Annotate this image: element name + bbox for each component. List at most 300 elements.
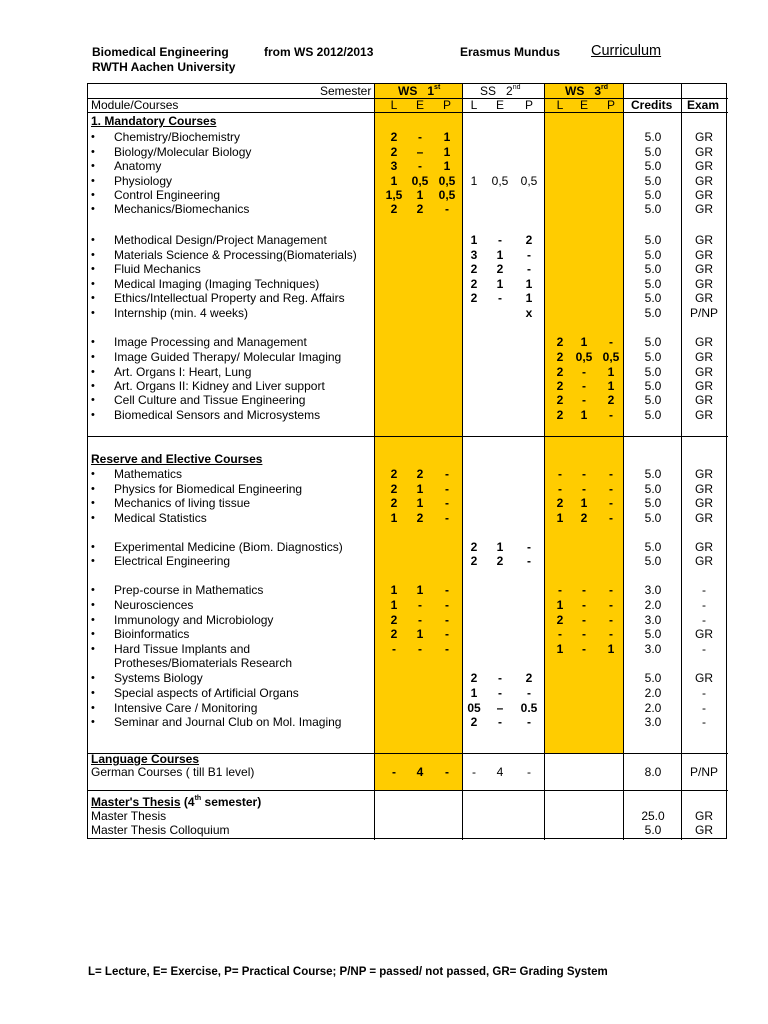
s3-hours-lecture: -	[558, 583, 562, 597]
s1-hours-practical: 0,5	[438, 188, 456, 202]
bullet-icon: •	[91, 394, 95, 406]
s3-hours-exercise: -	[582, 379, 586, 393]
bullet-icon: •	[91, 160, 95, 172]
course-name: Physiology	[114, 174, 173, 188]
bullet-icon: •	[91, 366, 95, 378]
credits-value: 3.0	[644, 583, 662, 597]
course-name: Ethics/Intellectual Property and Reg. Affairs	[114, 291, 345, 305]
s3-hours-exercise: -	[582, 467, 586, 481]
s3-hours-practical: -	[609, 511, 613, 525]
credits-value: 5.0	[644, 496, 662, 510]
course-name: Materials Science & Processing(Biomaterials)	[114, 248, 357, 262]
s3-hours-practical: 1	[607, 642, 615, 656]
s3-hours-lecture: 2	[556, 379, 564, 393]
bullet-icon: •	[91, 203, 95, 215]
credits-value: 5.0	[644, 248, 662, 262]
credits-value: 5.0	[644, 159, 662, 173]
course-name: Bioinformatics	[114, 627, 190, 641]
semester-3-header: WS 3rd	[565, 84, 609, 98]
s3-hours-lecture: 2	[556, 393, 564, 407]
s2-hours-exercise: 0,5	[491, 174, 509, 188]
course-name: Methodical Design/Project Management	[114, 233, 327, 247]
exam-type: GR	[695, 130, 713, 144]
course-name: Medical Imaging (Imaging Techniques)	[114, 277, 320, 291]
bullet-icon: •	[91, 643, 95, 655]
s2-hours-lecture: 1	[470, 233, 478, 247]
exam-type: GR	[695, 554, 713, 568]
s1-hours-lecture: 2	[390, 202, 398, 216]
module-courses-label: Module/Courses	[91, 98, 179, 112]
s3-hours-practical: -	[609, 408, 613, 422]
s3-hours-lecture: 2	[556, 350, 564, 364]
s1-hours-exercise: –	[416, 145, 424, 159]
bullet-icon: •	[91, 263, 95, 275]
erasmus-label: Erasmus Mundus	[460, 45, 561, 59]
credits-value: 2.0	[644, 686, 662, 700]
bullet-icon: •	[91, 483, 95, 495]
course-name: Chemistry/Biochemistry	[114, 130, 241, 144]
s1-hours-exercise: 2	[416, 202, 424, 216]
credits-value: 5.0	[644, 671, 662, 685]
s1-hours-exercise: -	[418, 130, 422, 144]
s2-hours-lecture: 2	[470, 554, 478, 568]
exam-type: GR	[695, 262, 713, 276]
s1-hours-exercise: -	[418, 613, 422, 627]
s2-hours-practical: 2	[525, 671, 533, 685]
s1-practical-header: P	[442, 98, 452, 112]
course-name: Mathematics	[114, 467, 183, 481]
credits-value: 5.0	[644, 823, 662, 837]
s1-hours-lecture: 1	[390, 511, 398, 525]
bullet-icon: •	[91, 614, 95, 626]
s2-exercise-header: E	[495, 98, 505, 112]
page-header	[0, 0, 768, 80]
exam-type: P/NP	[689, 765, 719, 779]
exam-type: GR	[695, 248, 713, 262]
course-name: Biology/Molecular Biology	[114, 145, 252, 159]
s3-hours-lecture: 2	[556, 613, 564, 627]
credits-value: 5.0	[644, 130, 662, 144]
exam-type: P/NP	[689, 306, 719, 320]
s3-lecture-header: L	[556, 98, 564, 112]
s3-hours-practical: 2	[607, 393, 615, 407]
s1-hours-practical: 1	[443, 159, 451, 173]
s3-hours-exercise: 2	[580, 511, 588, 525]
s3-hours-practical: -	[609, 613, 613, 627]
s3-hours-lecture: 1	[556, 511, 564, 525]
s2-hours-practical: -	[527, 262, 531, 276]
s3-hours-exercise: -	[582, 393, 586, 407]
s1-hours-exercise: -	[418, 642, 422, 656]
s2-hours-exercise: 1	[496, 540, 504, 554]
s2-hours-practical: 2	[525, 233, 533, 247]
s3-hours-practical: -	[609, 335, 613, 349]
s1-hours-lecture: -	[392, 642, 396, 656]
s1-hours-practical: -	[445, 642, 449, 656]
exam-header: Exam	[687, 98, 720, 112]
exam-type: GR	[695, 627, 713, 641]
course-name: Internship (min. 4 weeks)	[114, 306, 249, 320]
credits-value: 5.0	[644, 262, 662, 276]
exam-type: -	[702, 598, 706, 612]
bullet-icon: •	[91, 292, 95, 304]
course-name: Image Processing and Management	[114, 335, 307, 349]
course-name: Fluid Mechanics	[114, 262, 201, 276]
bullet-icon: •	[91, 131, 95, 143]
university-name: RWTH Aachen University	[92, 60, 236, 74]
s2-hours-exercise: 2	[496, 554, 504, 568]
bullet-icon: •	[91, 702, 95, 714]
credits-value: 3.0	[644, 642, 662, 656]
exam-type: GR	[695, 540, 713, 554]
bullet-icon: •	[91, 497, 95, 509]
credits-value: 5.0	[644, 408, 662, 422]
credits-value: 5.0	[644, 627, 662, 641]
course-name: Seminar and Journal Club on Mol. Imaging	[114, 715, 342, 729]
credits-value: 5.0	[644, 145, 662, 159]
credits-value: 5.0	[644, 379, 662, 393]
start-term: from WS 2012/2013	[264, 45, 374, 59]
bullet-icon: •	[91, 584, 95, 596]
s1-hours-exercise: 2	[416, 511, 424, 525]
s1-exercise-header: E	[415, 98, 425, 112]
s1-hours-practical: 1	[443, 130, 451, 144]
bullet-icon: •	[91, 541, 95, 553]
exam-type: GR	[695, 350, 713, 364]
s1-hours-exercise: 0,5	[411, 174, 429, 188]
course-name: Prep-course in Mathematics	[114, 583, 264, 597]
s1-hours-practical: 0,5	[438, 174, 456, 188]
s2-hours-practical: 1	[525, 291, 533, 305]
s2-lecture-header: L	[470, 98, 478, 112]
exam-type: GR	[695, 496, 713, 510]
s2-hours-practical: -	[527, 554, 531, 568]
s2-hours-lecture: 2	[470, 262, 478, 276]
s3-hours-lecture: -	[558, 482, 562, 496]
s3-hours-exercise: -	[582, 627, 586, 641]
credits-value: 5.0	[644, 554, 662, 568]
s3-hours-practical: -	[609, 627, 613, 641]
exam-type: GR	[695, 233, 713, 247]
bullet-icon: •	[91, 468, 95, 480]
s1-hours-exercise: 1	[416, 496, 424, 510]
exam-type: -	[702, 715, 706, 729]
exam-type: -	[702, 686, 706, 700]
s3-hours-practical: 0,5	[602, 350, 620, 364]
bullet-icon: •	[91, 380, 95, 392]
s2-hours-lecture: 1	[470, 174, 478, 188]
exam-type: GR	[695, 393, 713, 407]
exam-type: GR	[695, 467, 713, 481]
s2-hours-exercise: -	[498, 686, 502, 700]
section-language: Language Courses	[91, 752, 200, 766]
s2-hours-lecture: 1	[470, 686, 478, 700]
s2-hours-practical: 1	[525, 277, 533, 291]
s3-hours-practical: 1	[607, 379, 615, 393]
bullet-icon: •	[91, 687, 95, 699]
s2-hours-practical: -	[527, 765, 531, 779]
s3-hours-lecture: 1	[556, 598, 564, 612]
bullet-icon: •	[91, 716, 95, 728]
bullet-icon: •	[91, 189, 95, 201]
bullet-icon: •	[91, 599, 95, 611]
bullet-icon: •	[91, 351, 95, 363]
s3-hours-practical: -	[609, 467, 613, 481]
course-name: Mechanics/Biomechanics	[114, 202, 250, 216]
exam-type: GR	[695, 174, 713, 188]
s2-hours-exercise: -	[498, 715, 502, 729]
exam-type: GR	[695, 145, 713, 159]
credits-value: 5.0	[644, 233, 662, 247]
s2-hours-exercise: 2	[496, 262, 504, 276]
bullet-icon: •	[91, 249, 95, 261]
s3-hours-practical: -	[609, 598, 613, 612]
s3-hours-practical: -	[609, 583, 613, 597]
section-thesis: Master's Thesis (4th semester)	[91, 795, 262, 809]
s2-hours-practical: x	[525, 306, 533, 320]
s3-hours-lecture: 2	[556, 408, 564, 422]
program-name: Biomedical Engineering	[92, 45, 229, 59]
exam-type: GR	[695, 188, 713, 202]
s1-hours-lecture: 2	[390, 467, 398, 481]
s1-hours-practical: -	[445, 598, 449, 612]
exam-type: -	[702, 583, 706, 597]
bullet-icon: •	[91, 409, 95, 421]
course-name: Neurosciences	[114, 598, 194, 612]
s1-hours-lecture: 1,5	[385, 188, 403, 202]
credits-value: 5.0	[644, 277, 662, 291]
exam-type: GR	[695, 159, 713, 173]
s2-hours-lecture: 2	[470, 277, 478, 291]
credits-value: 5.0	[644, 202, 662, 216]
credits-value: 8.0	[644, 765, 662, 779]
s3-hours-exercise: -	[582, 642, 586, 656]
credits-value: 5.0	[644, 393, 662, 407]
semester-label: Semester	[320, 84, 372, 98]
s3-hours-exercise: 1	[580, 335, 588, 349]
course-name: Master Thesis	[91, 809, 167, 823]
bullet-icon: •	[91, 512, 95, 524]
credits-value: 3.0	[644, 613, 662, 627]
s1-hours-practical: -	[445, 627, 449, 641]
bullet-icon: •	[91, 307, 95, 319]
credits-value: 5.0	[644, 482, 662, 496]
s2-hours-lecture: 05	[467, 701, 481, 715]
s3-hours-exercise: 1	[580, 496, 588, 510]
course-name: Intensive Care / Monitoring	[114, 701, 258, 715]
s3-practical-header: P	[606, 98, 616, 112]
s2-hours-practical: -	[527, 715, 531, 729]
s2-hours-exercise: 1	[496, 277, 504, 291]
s3-hours-practical: 1	[607, 365, 615, 379]
s3-hours-lecture: -	[558, 467, 562, 481]
s2-hours-practical: -	[527, 248, 531, 262]
bullet-icon: •	[91, 628, 95, 640]
course-name: Systems Biology	[114, 671, 203, 685]
s3-hours-exercise: -	[582, 482, 586, 496]
s1-hours-exercise: 4	[416, 765, 424, 779]
s1-hours-exercise: 1	[416, 583, 424, 597]
exam-type: GR	[695, 379, 713, 393]
s3-hours-lecture: 2	[556, 365, 564, 379]
credits-value: 5.0	[644, 467, 662, 481]
s1-hours-lecture: 2	[390, 130, 398, 144]
credits-value: 5.0	[644, 174, 662, 188]
credits-value: 5.0	[644, 365, 662, 379]
exam-type: GR	[695, 823, 713, 837]
s1-hours-practical: -	[445, 511, 449, 525]
course-name: Experimental Medicine (Biom. Diagnostics)	[114, 540, 343, 554]
credits-value: 5.0	[644, 540, 662, 554]
s2-hours-lecture: 2	[470, 291, 478, 305]
course-name: Mechanics of living tissue	[114, 496, 251, 510]
exam-type: GR	[695, 408, 713, 422]
course-name: German Courses ( till B1 level)	[91, 765, 255, 779]
bullet-icon: •	[91, 234, 95, 246]
credits-value: 25.0	[641, 809, 665, 823]
course-name: Special aspects of Artificial Organs	[114, 686, 299, 700]
credits-value: 5.0	[644, 511, 662, 525]
exam-type: -	[702, 701, 706, 715]
s1-hours-exercise: 1	[416, 188, 424, 202]
credits-value: 5.0	[644, 306, 662, 320]
semester-2-header: SS 2nd	[480, 84, 521, 98]
course-name: Hard Tissue Implants and	[114, 642, 251, 656]
credits-value: 5.0	[644, 350, 662, 364]
s1-hours-lecture: 3	[390, 159, 398, 173]
s2-practical-header: P	[524, 98, 534, 112]
s1-hours-lecture: 2	[390, 496, 398, 510]
s1-hours-lecture: 1	[390, 583, 398, 597]
s3-hours-lecture: -	[558, 627, 562, 641]
s2-hours-practical: 0.5	[520, 701, 538, 715]
exam-type: GR	[695, 482, 713, 496]
exam-type: GR	[695, 365, 713, 379]
course-name: Immunology and Microbiology	[114, 613, 274, 627]
credits-header: Credits	[631, 98, 673, 112]
s1-hours-lecture: 1	[390, 174, 398, 188]
bullet-icon: •	[91, 672, 95, 684]
s1-hours-exercise: -	[418, 598, 422, 612]
bullet-icon: •	[91, 146, 95, 158]
s1-hours-practical: 1	[443, 145, 451, 159]
section-mandatory: 1. Mandatory Courses	[91, 114, 217, 128]
section-reserve-elective: Reserve and Elective Courses	[91, 452, 263, 466]
s2-hours-exercise: -	[498, 233, 502, 247]
bullet-icon: •	[91, 175, 95, 187]
s1-hours-lecture: 1	[390, 598, 398, 612]
s3-hours-exercise: -	[582, 613, 586, 627]
semester-1-header: WS 1st	[398, 84, 441, 98]
exam-type: GR	[695, 291, 713, 305]
s1-hours-exercise: 1	[416, 482, 424, 496]
s1-hours-practical: -	[445, 583, 449, 597]
s1-hours-lecture: 2	[390, 482, 398, 496]
s1-lecture-header: L	[390, 98, 398, 112]
s1-hours-practical: -	[445, 467, 449, 481]
exam-type: GR	[695, 202, 713, 216]
credits-value: 5.0	[644, 335, 662, 349]
s2-hours-exercise: 4	[496, 765, 504, 779]
course-name: Medical Statistics	[114, 511, 207, 525]
bullet-icon: •	[91, 555, 95, 567]
s2-hours-exercise: –	[496, 701, 504, 715]
course-name: Master Thesis Colloquium	[91, 823, 230, 837]
exam-type: GR	[695, 671, 713, 685]
s1-hours-practical: -	[445, 496, 449, 510]
s2-hours-lecture: 2	[470, 715, 478, 729]
s2-hours-lecture: 2	[470, 540, 478, 554]
s1-hours-practical: -	[445, 765, 449, 779]
course-name: Art. Organs II: Kidney and Liver support	[114, 379, 325, 393]
s1-hours-exercise: -	[418, 159, 422, 173]
s3-hours-lecture: 2	[556, 335, 564, 349]
exam-type: GR	[695, 277, 713, 291]
s1-hours-lecture: 2	[390, 627, 398, 641]
bullet-icon: •	[91, 278, 95, 290]
s3-hours-exercise: -	[582, 365, 586, 379]
s2-hours-practical: 0,5	[520, 174, 538, 188]
s3-hours-exercise: 1	[580, 408, 588, 422]
s3-hours-exercise: -	[582, 583, 586, 597]
s1-hours-exercise: 1	[416, 627, 424, 641]
course-name: Anatomy	[114, 159, 162, 173]
s1-hours-lecture: -	[392, 765, 396, 779]
s2-hours-exercise: 1	[496, 248, 504, 262]
curriculum-table	[87, 83, 728, 840]
s1-hours-lecture: 2	[390, 145, 398, 159]
s2-hours-lecture: 2	[470, 671, 478, 685]
credits-value: 2.0	[644, 598, 662, 612]
s3-hours-lecture: 1	[556, 642, 564, 656]
s1-hours-lecture: 2	[390, 613, 398, 627]
s2-hours-exercise: -	[498, 291, 502, 305]
credits-value: 5.0	[644, 291, 662, 305]
s1-hours-practical: -	[445, 482, 449, 496]
course-name: Electrical Engineering	[114, 554, 231, 568]
credits-value: 3.0	[644, 715, 662, 729]
s2-hours-practical: -	[527, 686, 531, 700]
exam-type: GR	[695, 511, 713, 525]
course-name: Physics for Biomedical Engineering	[114, 482, 303, 496]
s3-hours-exercise: -	[582, 598, 586, 612]
s3-hours-lecture: 2	[556, 496, 564, 510]
credits-value: 2.0	[644, 701, 662, 715]
s2-hours-exercise: -	[498, 671, 502, 685]
exam-type: GR	[695, 809, 713, 823]
course-name: Art. Organs I: Heart, Lung	[114, 365, 252, 379]
s1-hours-practical: -	[445, 202, 449, 216]
exam-type: GR	[695, 335, 713, 349]
page-title: Curriculum	[591, 43, 662, 59]
s3-hours-exercise: 0,5	[575, 350, 593, 364]
legend: L= Lecture, E= Exercise, P= Practical Course; P/NP = passed/ not passed, GR= Grading System	[88, 966, 608, 978]
s2-hours-lecture: 3	[470, 248, 478, 262]
exam-type: -	[702, 642, 706, 656]
s2-hours-practical: -	[527, 540, 531, 554]
s2-hours-lecture: -	[472, 765, 476, 779]
s3-hours-practical: -	[609, 496, 613, 510]
s3-exercise-header: E	[579, 98, 589, 112]
course-name: Cell Culture and Tissue Engineering	[114, 393, 306, 407]
course-name: Biomedical Sensors and Microsystems	[114, 408, 321, 422]
s1-hours-practical: -	[445, 613, 449, 627]
credits-value: 5.0	[644, 188, 662, 202]
course-name: Image Guided Therapy/ Molecular Imaging	[114, 350, 342, 364]
bullet-icon: •	[91, 336, 95, 348]
s3-hours-practical: -	[609, 482, 613, 496]
exam-type: -	[702, 613, 706, 627]
